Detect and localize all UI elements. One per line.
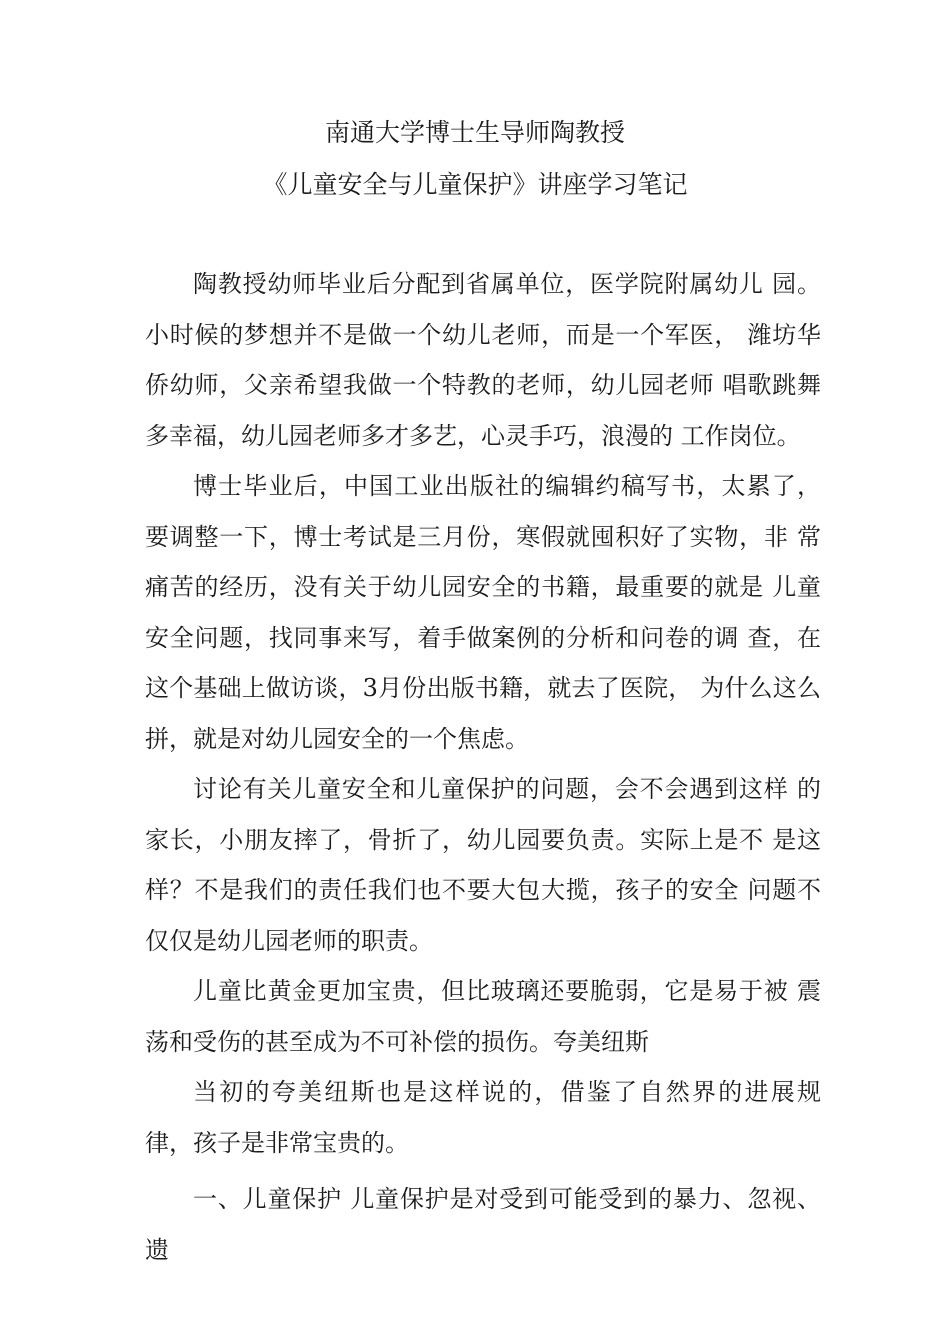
- document-subtitle: 《儿童安全与儿童保护》讲座学习笔记: [262, 170, 688, 199]
- paragraph-6: 一、儿童保护 儿童保护是对受到可能受到的暴力、忽视、遗: [145, 1185, 821, 1264]
- document-body: [145, 259, 821, 1275]
- paragraph-2: 博士毕业后，中国工业出版社的编辑约稿写书，太累了， 要调整一下，博士考试是三月份，寒假就囤积好了实物，非 常痛苦的经历，没有关于幼儿园安全的书籍，最重要的就是 儿童安全问题，找同事来写，着手做案例的分析和问卷的调 查，在这个基础上做访谈，3月份出版书籍，就去了医院， 为什么这么拼，就是对幼儿园安全的一个焦虑。: [145, 472, 821, 753]
- document-title: 南通大学博士生导师陶教授: [324, 118, 625, 147]
- paragraph-3: 讨论有关儿童安全和儿童保护的问题，会不会遇到这样 的家长，小朋友摔了，骨折了，幼儿园要负责。实际上是不 是这样？不是我们的责任我们也不要大包大揽，孩子的安全 问题不仅仅是幼儿园老师的职责。: [145, 775, 821, 955]
- paragraph-5: 当初的夸美纽斯也是这样说的，借鉴了自然界的进展规 律，孩子是非常宝贵的。: [145, 1078, 821, 1157]
- paragraph-1: 陶教授幼师毕业后分配到省属单位，医学院附属幼儿 园。小时候的梦想并不是做一个幼儿老师，而是一个军医， 潍坊华侨幼师，父亲希望我做一个特教的老师，幼儿园老师 唱歌跳舞多幸福，幼儿园老师多才多艺，心灵手巧，浪漫的 工作岗位。: [145, 270, 821, 450]
- paragraph-4: 儿童比黄金更加宝贵，但比玻璃还要脆弱，它是易于被 震荡和受伤的甚至成为不可补偿的损伤。夸美纽斯: [145, 977, 821, 1056]
